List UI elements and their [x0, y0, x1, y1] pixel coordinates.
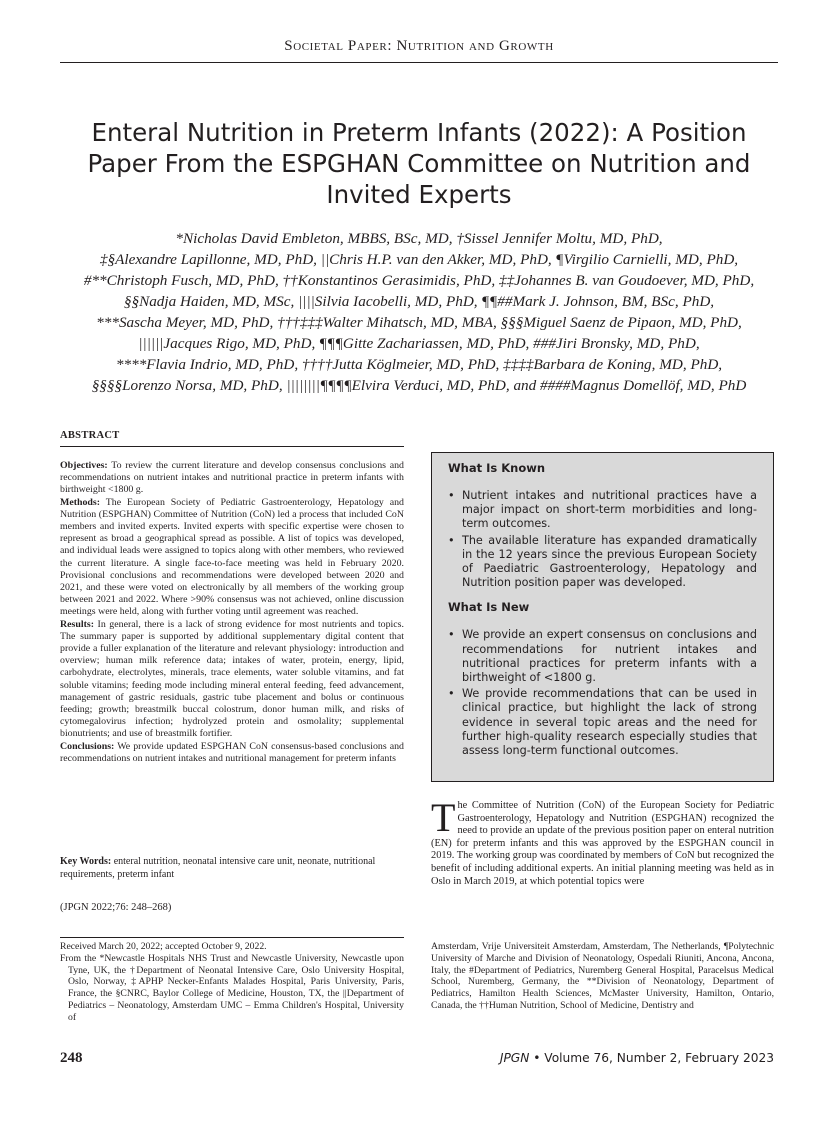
abstract-results: Results: In general, there is a lack of strong evidence for most nutrients and topics. The summary paper is supported by additional supplementary digital content that provide a fuller explanation of the literature and relevant physiology: introduction and overview; human milk reference data; intakes of water, protein, energy, lipid, carbohydrate, electrolytes, minerals, trace elements, water soluble vitamins, and fat soluble vitamins; feeding mode including mineral enteral feeding, feed advancement, management of gastric residuals, gastric tube placement and bolus or continuous feeding; growth; breastmilk buccal colostrum, donor human milk, and risks of cytomegalovirus infection; hydrolyzed protein and osmolality; supplemental bionutrients; and use of breastmilk fortifier. — [60, 618, 404, 740]
drop-cap: T — [431, 795, 456, 840]
what-is-new-heading: What Is New — [448, 600, 530, 615]
header-rule — [60, 62, 778, 63]
footnote-rule — [60, 937, 404, 938]
abstract-heading: ABSTRACT — [60, 430, 120, 441]
paper-title: Enteral Nutrition in Preterm Infants (2022): A Position Paper From the ESPGHAN Committee on Nutrition and Invited Experts — [87, 118, 751, 209]
keywords: Key Words: enteral nutrition, neonatal intensive care unit, neonate, nutritional requirements, preterm infant — [60, 856, 376, 880]
author-line: *Nicholas David Embleton, MBBS, BSc, MD, †Sissel Jennifer Moltu, MD, PhD, — [175, 230, 663, 247]
intro-paragraph — [431, 795, 774, 888]
list-item: • We provide recommendations that can be used in clinical practice, but highlight the lack of strong evidence in several topic areas and the need for further high-quality research especially studies that assess long-term functional outcomes. — [462, 687, 757, 758]
intro-text: he Committee of Nutrition (CoN) of the European Society for Pediatric Gastroenterology, Hepatology and Nutrition (ESPGHAN) recognized the need to provide an update of the previous position paper on enteral nutrition (EN) for preterm infants and this was approved by the ESPGHAN council in 2019. The working group was coordinated by members of CoN but recognized the benefit of including additional experts. An initial planning meeting was held as in Oslo in March 2019, at which potential topics were — [431, 800, 774, 887]
what-is-known-heading: What Is Known — [448, 461, 546, 475]
what-is-known-list — [448, 489, 757, 590]
what-is-new-list — [448, 628, 757, 758]
list-item: • The available literature has expanded dramatically in the 12 years since the previous European Society of Paediatric Gastroenterology, Hepatology and Nutrition position paper was developed. — [462, 534, 757, 591]
journal-footer: JPGN • Volume 76, Number 2, February 2023 — [499, 1051, 774, 1065]
author-list — [60, 228, 778, 396]
footnotes-left — [60, 941, 404, 1024]
abstract-conclusions: Conclusions: We provide updated ESPGHAN CoN consensus-based conclusions and recommendations on nutrient intakes and nutritional management for preterm infants — [60, 740, 404, 764]
affiliations-right: Amsterdam, Vrije Universiteit Amsterdam, Amsterdam, The Netherlands, ¶Polytechnic University of Marche and Division of Neonatology, Ospedali Riuniti, Ancona, Ancona, Italy, the #Department of Pediatrics, Nuremberg General Hospital, Paracelsus Medical School, Nuremberg, Germany, the **Division of Neonatology, Department of Pediatrics, Hamilton Health Sciences, McMaster University, Hamilton, Ontario, Canada, the ††Human Nutrition, School of Medicine, Dentistry and — [431, 941, 774, 1011]
affiliations-left: From the *Newcastle Hospitals NHS Trust and Newcastle University, Newcastle upon Tyne, UK, the †Department of Neonatal Intensive Care, Oslo University Hospital, Oslo, Norway, ‡APHP Necker-Enfants Malades Hospital, Paris University, Paris, France, the §CNRC, Baylor College of Medicine, Houston, TX, the ||Department of Pediatrics – Neonatology, Amsterdam UMC – Emma Children's Hospital, University of — [60, 952, 404, 1023]
received-dates: Received March 20, 2022; accepted October 9, 2022. — [60, 941, 267, 952]
abstract-methods: Methods: The European Society of Pediatric Gastroenterology, Hepatology and Nutrition (ESPGHAN) Committee of Nutrition (CoN) led a process that included CoN members and invited experts. Invited experts with specific expertise were chosen to represent as broad a geographical spread as possible. A list of topics was developed, and individual leads were assigned to topics along with other members, who reviewed the current literature. A single face-to-face meeting was held in February 2020. Provisional conclusions and recommendations were developed between 2020 and 2021, and these were voted on electronically by all members of the working group between 2021 and 2022. Where >90% consensus was not achieved, online discussion meetings were held, along with further voting until agreement was reached. — [60, 496, 404, 618]
author-line: ****Flavia Indrio, MD, PhD, ††††Jutta Köglmeier, MD, PhD, ‡‡‡‡Barbara de Koning, MD, PhD, — [115, 356, 723, 373]
page-number: 248 — [60, 1050, 83, 1066]
abstract-body — [60, 460, 404, 765]
author-line: #**Christoph Fusch, MD, PhD, ††Konstantinos Gerasimidis, PhD, ‡‡Johannes B. van Goudoever, MD, PhD, — [83, 272, 755, 289]
abstract-objectives: Objectives: To review the current literature and develop consensus conclusions and recommendations on nutrient intakes and nutritional practice in preterm infants with birthweight <1800 g. — [60, 460, 404, 496]
list-item: • We provide an expert consensus on conclusions and recommendations for nutrient intakes and nutritional practices for preterm infants with a birthweight of <1800 g. — [462, 628, 757, 685]
key-points-box — [431, 452, 774, 782]
author-line: ||||||Jacques Rigo, MD, PhD, ¶¶¶Gitte Zachariassen, MD, PhD, ###Jiri Bronsky, MD, PhD, — [138, 335, 700, 352]
author-line: §§Nadja Haiden, MD, MSc, ||||Silvia Iacobelli, MD, PhD, ¶¶##Mark J. Johnson, BM, BSc, PhD, — [123, 293, 715, 310]
citation: (JPGN 2022;76: 248–268) — [60, 902, 172, 913]
section-header: Societal Paper: Nutrition and Growth — [284, 38, 554, 54]
author-line: ***Sascha Meyer, MD, PhD, †††‡‡‡Walter Mihatsch, MD, MBA, §§§Miguel Saenz de Pipaon, MD, PhD, — [96, 314, 742, 331]
abstract-rule — [60, 446, 404, 447]
author-line: §§§§Lorenzo Norsa, MD, PhD, ||||||||¶¶¶¶Elvira Verduci, MD, PhD, and ####Magnus Domellöf, MD, PhD — [91, 377, 747, 394]
list-item: • Nutrient intakes and nutritional practices have a major impact on short-term morbidities and long-term outcomes. — [462, 489, 757, 532]
author-line: ‡§Alexandre Lapillonne, MD, PhD, ||Chris H.P. van den Akker, MD, PhD, ¶Virgilio Carnielli, MD, PhD, — [99, 251, 739, 268]
